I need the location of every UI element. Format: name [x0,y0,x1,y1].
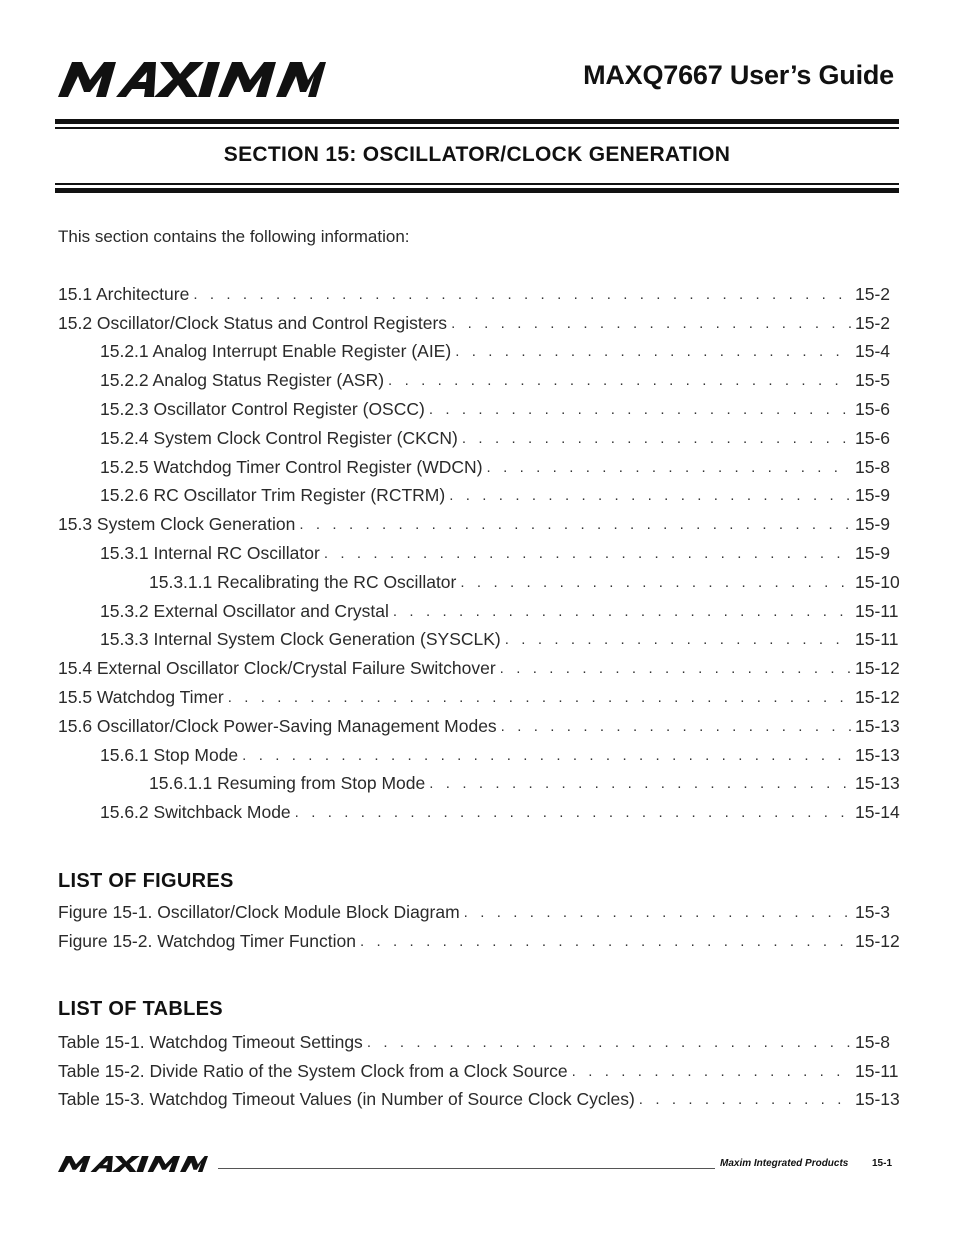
figure-entry-label: Figure 15-1. Oscillator/Clock Module Block Diagram [58,901,460,922]
footer-rule [218,1168,715,1169]
toc-entry-page: 15-13 [855,715,900,736]
toc-leader [367,1034,851,1051]
toc-entry-page: 15-11 [855,600,899,621]
toc-entry-page: 15-6 [855,427,891,448]
toc-entry[interactable] [58,712,903,741]
toc-entry-page: 15-8 [855,456,891,477]
toc-entry[interactable] [58,395,903,424]
toc-leader [639,1091,851,1108]
toc-leader [487,459,851,476]
toc-leader [449,487,851,504]
section-title: SECTION 15: OSCILLATOR/CLOCK GENERATION [223,143,731,166]
toc-leader [505,631,851,648]
toc-entry-label: 15.4 External Oscillator Clock/Crystal Failure Switchover [58,658,496,679]
toc-entry-page: 15-14 [855,802,900,823]
toc-entry[interactable] [58,770,903,799]
table-of-contents [58,280,903,827]
toc-entry-page: 15-2 [855,312,891,333]
toc-leader [572,1063,851,1080]
toc-entry[interactable] [58,280,903,309]
figure-entry[interactable] [58,898,903,927]
toc-entry[interactable] [58,568,903,597]
toc-leader [193,286,851,303]
toc-leader [324,545,851,562]
toc-entry-page: 15-11 [855,629,899,650]
toc-entry-label: 15.2.1 Analog Interrupt Enable Register (AIE) [100,341,452,362]
toc-leader [228,689,851,706]
figure-entry[interactable] [58,927,903,956]
toc-entry[interactable] [58,798,903,827]
toc-entry-label: 15.3.1 Internal RC Oscillator [100,543,320,564]
section-rule-thin [55,183,899,185]
toc-entry-label: 15.2.3 Oscillator Control Register (OSCC) [100,399,425,420]
toc-entry[interactable] [58,654,903,683]
toc-entry[interactable] [58,424,903,453]
document-title: MAXQ7667 User’s Guide [583,60,894,90]
list-of-figures-heading: LIST OF FIGURES [58,870,234,892]
footer-company: Maxim Integrated Products [720,1158,849,1169]
toc-entry[interactable] [58,539,903,568]
toc-entry-label: 15.6.2 Switchback Mode [100,802,291,823]
toc-entry-label: 15.5 Watchdog Timer [58,687,224,708]
toc-leader [429,401,851,418]
toc-entry-label: 15.1 Architecture [58,283,190,304]
toc-entry-label: 15.2 Oscillator/Clock Status and Control Registers [58,312,448,333]
toc-leader [500,660,851,677]
toc-leader [393,603,851,620]
section-rule-thick [55,188,899,193]
toc-entry-label: 15.2.5 Watchdog Timer Control Register (WDCN) [100,456,483,477]
toc-entry-page: 15-12 [855,658,900,679]
toc-entry-label: 15.6.1 Stop Mode [100,744,239,765]
toc-leader [462,430,851,447]
toc-entry-label: 15.3 System Clock Generation [58,514,296,535]
footer-page-number: 15-1 [872,1158,893,1169]
figure-entry-label: Figure 15-2. Watchdog Timer Function [58,930,356,951]
toc-entry[interactable] [58,338,903,367]
maxim-logo [58,62,326,97]
list-of-figures [58,898,903,956]
toc-entry-label: 15.2.4 System Clock Control Register (CKCN) [100,427,458,448]
toc-entry[interactable] [58,597,903,626]
header-rule-thin [55,127,899,129]
toc-entry-page: 15-10 [855,571,900,592]
header-rule-thick [55,119,899,124]
table-entry[interactable] [58,1086,903,1115]
toc-leader [501,718,851,735]
figure-entry-page: 15-3 [855,901,891,922]
table-entry-page: 15-13 [855,1089,900,1110]
toc-leader [295,804,851,821]
toc-entry[interactable] [58,309,903,338]
table-entry-page: 15-11 [855,1060,899,1081]
intro-text: This section contains the following information: [58,227,410,246]
toc-leader [242,747,851,764]
toc-leader [360,933,851,950]
table-entry-label: Table 15-2. Divide Ratio of the System Clock from a Clock Source [58,1060,568,1081]
toc-entry-page: 15-2 [855,283,891,304]
figure-entry-page: 15-12 [855,930,900,951]
toc-leader [388,372,851,389]
toc-entry[interactable] [58,366,903,395]
toc-entry-label: 15.3.1.1 Recalibrating the RC Oscillator [149,571,457,592]
list-of-tables [58,1028,903,1114]
toc-leader [429,775,851,792]
toc-entry[interactable] [58,683,903,712]
toc-entry-label: 15.2.6 RC Oscillator Trim Register (RCTRM) [100,485,446,506]
toc-entry[interactable] [58,741,903,770]
toc-entry[interactable] [58,453,903,482]
table-entry[interactable] [58,1057,903,1086]
toc-entry[interactable] [58,626,903,655]
toc-leader [460,574,851,591]
toc-entry[interactable] [58,510,903,539]
toc-entry-page: 15-5 [855,370,891,391]
table-entry-label: Table 15-3. Watchdog Timeout Values (in Number of Source Clock Cycles) [58,1089,635,1110]
toc-entry-page: 15-4 [855,341,891,362]
toc-entry-page: 15-12 [855,687,900,708]
toc-leader [451,315,851,332]
toc-entry-label: 15.3.3 Internal System Clock Generation (SYSCLK) [100,629,501,650]
toc-entry-page: 15-13 [855,773,900,794]
table-entry-label: Table 15-1. Watchdog Timeout Settings [58,1031,363,1052]
toc-entry-label: 15.3.2 External Oscillator and Crystal [100,600,389,621]
toc-entry-label: 15.6 Oscillator/Clock Power-Saving Management Modes [58,715,497,736]
maxim-footer-logo [58,1156,208,1172]
toc-leader [455,343,851,360]
toc-entry-page: 15-9 [855,514,891,535]
list-of-tables-heading: LIST OF TABLES [58,998,223,1020]
toc-leader [464,904,851,921]
toc-entry-page: 15-9 [855,543,891,564]
toc-entry-page: 15-9 [855,485,891,506]
toc-entry-label: 15.6.1.1 Resuming from Stop Mode [149,773,426,794]
table-entry[interactable] [58,1028,903,1057]
toc-leader [299,516,851,533]
toc-entry-page: 15-13 [855,744,900,765]
toc-entry-label: 15.2.2 Analog Status Register (ASR) [100,370,385,391]
table-entry-page: 15-8 [855,1031,891,1052]
toc-entry-page: 15-6 [855,399,891,420]
toc-entry[interactable] [58,482,903,511]
